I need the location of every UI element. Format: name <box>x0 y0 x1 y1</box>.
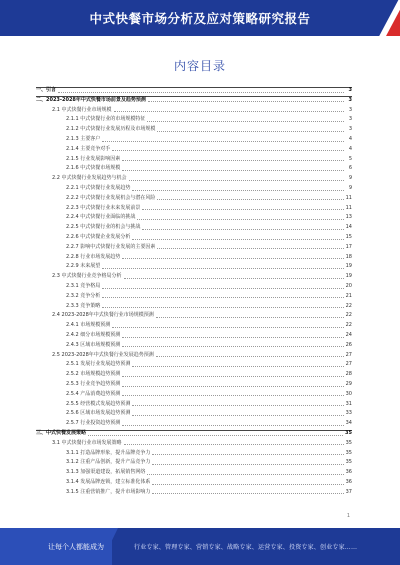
page-number: 1 <box>346 513 350 519</box>
toc-entry[interactable] <box>36 439 352 448</box>
toc-entry-label: 2.2.2 中式快餐行业发展机会与潜在风险 <box>66 194 156 201</box>
toc-entry[interactable] <box>36 409 352 418</box>
toc-dot-leader <box>102 296 343 298</box>
toc-entry-page: 18 <box>345 253 352 260</box>
toc-entry-page: 3 <box>348 87 352 93</box>
toc-entry[interactable] <box>36 331 352 340</box>
toc-dot-leader <box>122 257 343 259</box>
toc-entry-page: 28 <box>345 371 352 378</box>
toc-entry-page: 9 <box>348 185 352 191</box>
toc-dot-leader <box>137 218 343 220</box>
toc-dot-leader <box>148 100 344 102</box>
toc-dot-leader <box>132 238 343 240</box>
toc-entry-page: 31 <box>345 400 352 407</box>
toc-dot-leader <box>124 277 344 279</box>
toc-dot-leader <box>114 110 344 112</box>
toc-entry-page: 15 <box>345 234 352 240</box>
toc-dot-leader <box>124 443 344 445</box>
toc-entry[interactable] <box>36 282 352 291</box>
toc-entry[interactable] <box>36 213 352 222</box>
toc-entry-label: 2.2.5 中式快餐行业的机会与挑战 <box>66 224 141 231</box>
toc-entry[interactable] <box>36 478 352 487</box>
toc-entry[interactable] <box>36 419 352 428</box>
toc-entry[interactable] <box>36 253 352 262</box>
toc-entry-label: 2.3.2 竞争分析 <box>66 292 101 299</box>
toc-dot-leader <box>156 355 344 357</box>
toc-entry-page: 13 <box>345 214 352 221</box>
toc-entry-page: 27 <box>345 361 352 368</box>
toc-entry-page: 27 <box>345 351 352 358</box>
toc-entry-page: 3 <box>348 106 352 113</box>
toc-dot-leader <box>122 345 343 347</box>
toc-entry-label: 2.5.5 经营模式发展趋势预测 <box>66 400 131 407</box>
toc-entry-label: 2.4.3 区域市场规模预测 <box>66 341 121 348</box>
toc-dot-leader <box>122 375 343 377</box>
toc-entry-label: 二、2023-2028年中式快餐市场前景及趋势预测 <box>36 96 146 103</box>
toc-dot-leader <box>152 492 343 494</box>
toc-entry-page: 5 <box>348 155 352 162</box>
toc-entry[interactable] <box>36 145 352 154</box>
toc-entry-label: 2.5.3 行业竞争趋势预测 <box>66 381 121 387</box>
toc-entry-page: 19 <box>345 273 352 280</box>
toc-entry-label: 2.4.2 细分市场规模预测 <box>66 332 121 338</box>
toc-entry-page: 14 <box>345 224 352 231</box>
toc-entry-page: 11 <box>345 204 352 211</box>
toc-entry-page: 21 <box>345 292 352 299</box>
toc-entry-label: 2.2.6 中式快餐企业发展分析 <box>66 234 131 240</box>
toc-dot-leader <box>112 149 344 151</box>
toc-entry-page: 3 <box>348 126 352 133</box>
toc-entry-page: 30 <box>345 390 352 397</box>
toc-entry[interactable] <box>36 223 352 232</box>
corner-stripe-logo <box>360 0 400 36</box>
toc-entry[interactable] <box>36 449 352 458</box>
toc-entry-label: 2.2.1 中式快餐行业发展趋势 <box>66 185 131 191</box>
report-header <box>0 0 400 36</box>
toc-dot-leader <box>147 473 343 475</box>
toc-entry-page: 34 <box>345 420 352 427</box>
toc-entry-page: 29 <box>345 381 352 387</box>
toc-entry-label: 3.1.3 加强渠道建设，拓展销售网络 <box>66 469 146 476</box>
toc-entry-label: 3.1.5 注重营销推广，提升市场影响力 <box>66 488 151 495</box>
toc-dot-leader <box>122 159 344 161</box>
toc-entry[interactable] <box>36 184 352 193</box>
footer-slogan: 让每个人都能成为 <box>48 543 104 551</box>
toc-entry-label: 2.2.7 影响中式快餐行业发展的主要因素 <box>66 243 156 250</box>
report-title: 中式快餐市场分析及应对策略研究报告 <box>89 11 311 26</box>
toc-entry-label: 2.2.8 行业市场发展趋势 <box>66 253 121 260</box>
toc-entry-label: 2.5.7 行业投资趋势预测 <box>66 420 121 427</box>
toc-entry-page: 22 <box>345 302 352 309</box>
toc-entry[interactable] <box>36 204 352 213</box>
toc-entry[interactable] <box>36 243 352 252</box>
toc-entry[interactable] <box>36 458 352 467</box>
footer-banner <box>0 528 400 565</box>
toc-dot-leader <box>152 463 343 465</box>
toc-entry-label: 2.2.3 中式快餐行业未来发展前景 <box>66 204 141 211</box>
toc-title: 内容目录 <box>173 59 226 73</box>
toc-entry-label: 2.2.4 中式快餐行业面临的挑战 <box>66 214 136 221</box>
toc-entry[interactable] <box>36 351 352 360</box>
toc-entry-label: 2.1.6 中式快餐市场规模 <box>66 165 121 172</box>
toc-entry-label: 一、引言 <box>36 87 57 93</box>
toc-entry-page: 35 <box>345 449 352 456</box>
toc-entry[interactable] <box>36 360 352 369</box>
toc-dot-leader <box>132 365 343 367</box>
toc-entry[interactable] <box>36 272 352 281</box>
toc-entry[interactable] <box>36 341 352 350</box>
toc-entry-label: 3.1 中式快餐行业市场发展策略 <box>52 439 122 446</box>
toc-entry-label: 2.5.4 产品消费趋势预测 <box>66 390 121 397</box>
toc-entry-label: 2.4 2023-2028年中式快餐行业市场规模预测 <box>52 312 154 319</box>
toc-entry-page: 36 <box>345 469 352 476</box>
toc-entry[interactable] <box>36 400 352 409</box>
toc-entry-page: 33 <box>345 410 352 417</box>
toc-entry-page: 20 <box>345 283 352 289</box>
toc-entry[interactable] <box>36 311 352 320</box>
toc-entry-label: 3.1.1 打造品牌形象，提升品牌竞争力 <box>66 449 151 456</box>
toc-entry-page: 35 <box>345 439 352 446</box>
toc-entry-label: 2.1.5 行业发展影响因素 <box>66 155 121 162</box>
toc-entry-label: 2.5.6 区域市场发展趋势预测 <box>66 410 131 417</box>
toc-dot-leader <box>152 483 343 485</box>
toc-dot-leader <box>152 453 343 455</box>
toc-entry[interactable] <box>36 96 352 105</box>
toc-entry-label: 2.4.1 市场规模预测 <box>66 322 111 329</box>
toc-entry[interactable] <box>36 292 352 301</box>
toc-entry[interactable] <box>36 370 352 379</box>
toc-dot-leader <box>142 208 343 210</box>
toc-entry[interactable] <box>36 164 352 173</box>
toc-dot-leader <box>142 228 343 230</box>
toc-entry-label: 2.3 中式快餐行业竞争格局分析 <box>52 273 122 280</box>
toc-entry-page: 19 <box>345 263 352 270</box>
toc-entry[interactable] <box>36 429 352 438</box>
toc-dot-leader <box>122 336 343 338</box>
toc-entry-page: 3 <box>348 96 352 103</box>
toc-entry-label: 2.1 中式快餐行业市场规模 <box>52 106 112 113</box>
toc-dot-leader <box>102 287 343 289</box>
toc-entry-label: 2.5.2 市场规模趋势预测 <box>66 371 121 378</box>
toc-entry[interactable] <box>36 106 352 115</box>
toc-entry[interactable] <box>36 174 352 183</box>
toc-dot-leader <box>58 91 344 93</box>
toc-entry-label: 2.5.1 发展行业发展趋势预测 <box>66 361 131 368</box>
toc-dot-leader <box>102 306 343 308</box>
toc-entry-page: 22 <box>345 312 352 319</box>
footer-roles: 行业专家、管理专家、营销专家、战略专家、运营专家、投资专家、创业专家…… <box>134 544 358 551</box>
toc-entry-label: 3.1.4 发展品牌连锁，建立标准化体系 <box>66 479 151 485</box>
toc-entry-label: 3.1.2 注重产品创新，提升产品竞争力 <box>66 459 151 466</box>
toc-entry-page: 6 <box>348 165 352 172</box>
toc-dot-leader <box>122 424 343 426</box>
toc-dot-leader <box>122 385 343 387</box>
toc-entry-page: 35 <box>345 459 352 466</box>
toc-entry[interactable] <box>36 468 352 477</box>
toc-entry[interactable] <box>36 321 352 330</box>
toc-entry[interactable] <box>36 86 352 95</box>
toc-entry-label: 2.1.4 主要竞争对手 <box>66 145 111 152</box>
toc-entry-page: 35 <box>345 430 352 436</box>
toc-entry-page: 4 <box>348 145 352 152</box>
toc-dot-leader <box>132 189 344 191</box>
toc-entry-page: 37 <box>345 488 352 495</box>
toc-dot-leader <box>122 394 343 396</box>
toc-entry[interactable] <box>36 262 352 271</box>
toc-entry-label: 2.2.9 未来展望 <box>66 263 101 270</box>
toc-entry-label: 2.2 中式快餐行业发展趋势与机会 <box>52 175 127 182</box>
toc-entry[interactable] <box>36 115 352 124</box>
toc-dot-leader <box>102 267 343 269</box>
toc-entry-page: 9 <box>348 175 352 182</box>
toc-dot-leader <box>147 120 344 122</box>
toc-entry-label: 2.3.3 竞争策略 <box>66 302 101 309</box>
toc-entry-label: 2.3.1 竞争格局 <box>66 283 101 289</box>
toc-entry-page: 17 <box>345 243 352 250</box>
toc-dot-leader <box>132 404 343 406</box>
toc-entry-page: 3 <box>348 116 352 123</box>
toc-dot-leader <box>156 316 344 318</box>
toc-dot-leader <box>157 130 344 132</box>
toc-entry[interactable] <box>36 302 352 311</box>
toc-entry-label: 2.1.3 主要客户 <box>66 136 101 142</box>
toc-dot-leader <box>102 140 344 142</box>
toc-entry[interactable] <box>36 380 352 389</box>
toc-entry[interactable] <box>36 488 352 497</box>
toc-entry-label: 三、中式快餐发展策略 <box>36 430 87 436</box>
toc-entry-page: 22 <box>345 322 352 329</box>
toc-entry-page: 11 <box>345 194 352 201</box>
toc-entry[interactable] <box>36 155 352 164</box>
toc-entry[interactable] <box>36 390 352 399</box>
toc-dot-leader <box>157 198 343 200</box>
toc-entry-page: 36 <box>345 479 352 485</box>
toc-dot-leader <box>129 179 344 181</box>
toc-entry-page: 4 <box>348 136 352 142</box>
toc-entry-label: 2.1.1 中式快餐行业的市场规模特征 <box>66 116 146 123</box>
toc-entry-page: 26 <box>345 341 352 348</box>
toc-entry[interactable] <box>36 194 352 203</box>
toc-dot-leader <box>132 414 343 416</box>
toc-dot-leader <box>157 247 343 249</box>
toc-dot-leader <box>88 434 343 436</box>
toc-entry-page: 24 <box>345 332 352 338</box>
toc-entry[interactable] <box>36 135 352 144</box>
toc-dot-leader <box>112 326 343 328</box>
toc-dot-leader <box>122 169 344 171</box>
toc-entry-label: 2.1.2 中式快餐行业发展历程及市场规模 <box>66 126 156 133</box>
toc-entry[interactable] <box>36 233 352 242</box>
toc-entry-label: 2.5 2023-2028年中式快餐行业发展趋势预测 <box>52 351 154 358</box>
toc-entry[interactable] <box>36 125 352 134</box>
